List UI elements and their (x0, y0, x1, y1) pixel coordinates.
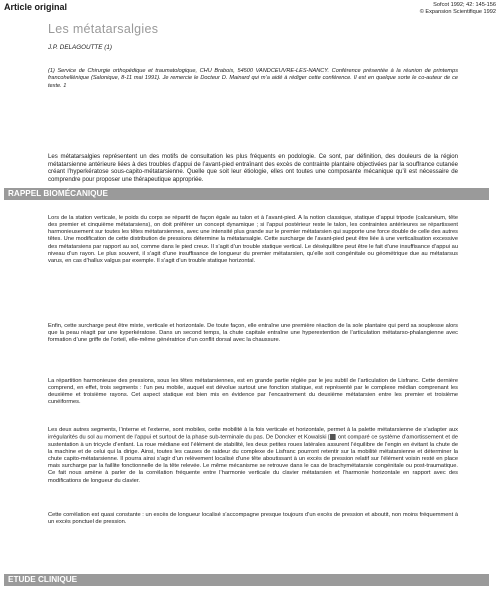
journal-reference (420, 2, 496, 16)
journal-citation: Sofcot 1992; 42: 145-156 (433, 2, 496, 8)
body-paragraph (48, 427, 458, 485)
body-paragraph: Enfin, cette surcharge peut être mixte, verticale et horizontale. De toute façon, elle entraîne une première réaction de la sole plantaire qui perd sa souplesse alors que la peau réagit par une kyperkératose. Dans un second temps, la chute capitale entraîne une hyperextention de l’articulation métatarso-phalangienne avec formation d’une griffe de l’orteil, elle-même génératrice d’un conflit dorsal avec la chaussure. (48, 323, 458, 344)
article-type-label: Article original (4, 2, 68, 12)
section-heading-biomechanics: RAPPEL BIOMÉCANIQUE (4, 188, 489, 200)
body-paragraph: Cette corrélation est quasi constante : un excès de longueur localisé s’accompagne presque toujours d’un excès de pression et aboutit, non moins fréquemment à un excès ponctuel de pression. (48, 512, 458, 526)
body-text-part: ] ont comparé ce système d’amortissement et de sustentation à un tricycle d’enfant. La roue médiane est l’élément de stabilité, les deux petites roues latérales assurent l’équilibre de l’engin en évitant la chute de la machine et de celui qui la dirige. Ainsi, toutes les causes de raideur du complexe de Lisfranc pourront retentir sur la mobilité métatarsienne et déterminer la chute capito-métatarsienne. Il pourra ainsi s’agir d’un relèvement localisé d’une tête aboutissant à un excès de pression relatif sur l’élément voisin resté en place mais surcharge par la faillite fonctionnelle de la tête relevée. Le même mécanisme se retrouve dans le cas de brachymétatarsie congénitale ou post-traumatique. Ce fait nous amène à parler de la corrélation fréquente entre l’harmonie verticale du clavier métatarsien et l’harmonie horizontale en rapport avec des modifications de longueur du clavier. (48, 434, 458, 484)
body-text-part: Les deux autres segments, l’interne et l’externe, sont mobiles, cette mobilité à la fois verticale et horizontale, permet à la palette métatarsienne de s’adapter aux irrégularités du sol au moment de l’appui et surtout de la phase sub-terminale du pas. De Doncker et Kowalski [ (48, 427, 458, 441)
affiliation-note: (1) Service de Chirurgie orthopédique et traumatologique, CHU Brabois, 54500 VANDCEUVRE-LES-NANCY. Conférence présentée à la réunion de printemps francohellénique (Salonique, 8-11 mai 1991). Je remercie le Docteur D. Mainard qui m’a aidé à rédiger cette conférence. Il est en quelque sorte le co-auteur de ce texte. 1 (48, 68, 458, 89)
body-paragraph: La répartition harmonieuse des pressions, sous les têtes métatarsiennes, est en grande partie réglée par le jeu subtil de l’articulation de Lisfranc. Cette dernière comprend, en effet, trois segments : l’un peu mobile, auquel est dévolue surtout une fonction statique, est représenté par le complexe médian comprenant les deuxième et troisième rayons. Cet aspect statique est bien mis en évidence par l’encastrement du deuxième métatarsien entre les premier et troisième cunéiformes. (48, 378, 458, 406)
abstract-paragraph: Les métatarsalgies représentent un des motifs de consultation les plus fréquents en podologie. Ce sont, par définition, des douleurs de la région métatarsienne antérieure liées à des troubles d’appui de l’avant-pied entraînant des excès de contrainte plantaire objectivées par la souffrance cutanée créant l’hyperkératose sous-capito-métatarsienne. Quelle que soit leur étiologie, elles ont toutes une composante mécanique qu’il est nécessaire de comprendre pour proposer une thérapeutique appropriée. (48, 153, 458, 183)
body-paragraph: Lors de la station verticale, le poids du corps se répartit de façon égale au talon et à l’avant-pied. A la notion classique, statique d’appui tripode (calcanéum, tête des premier et cinquième métatarsiens), on doit préférer un concept dynamique ; si l’appui postérieur reste le talon, les contraintes antérieures se répartissent harmonieusement sur toutes les têtes métatarsiennes, avec une intensité plus grande sur le premier métatarsien qui supporte une force double de celle des autres têtes. Une modification de cette distribution de pressions détermine la métatarsalgie. Cette surcharge de l’avant-pied peut être liée à une verticalisation excessive des métatarsiens par rapport au sol, comme dans le pied creux. Il s’agit d’un trouble statique vertical. Le déséquilibre peut être le fait d’une insuffisance d’appui au niveau d’un rayon. Le plus souvent, il s’agit d’une insuffisance de longueur du premier métatarsien, qu’elle soit congénitale ou géométrique due au métatarsus varus, en cas d’hallux valgus par exemple. Il s’agit d’un trouble statique horizontal. (48, 215, 458, 264)
author-line: J.P. DELAGOUTTE (1) (48, 44, 112, 51)
copyright-notice: © Expansion Scientifique 1992 (419, 9, 496, 15)
section-heading-clinical-study: ETUDE CLINIQUE (4, 574, 489, 586)
article-title: Les métatarsalgies (48, 22, 159, 36)
